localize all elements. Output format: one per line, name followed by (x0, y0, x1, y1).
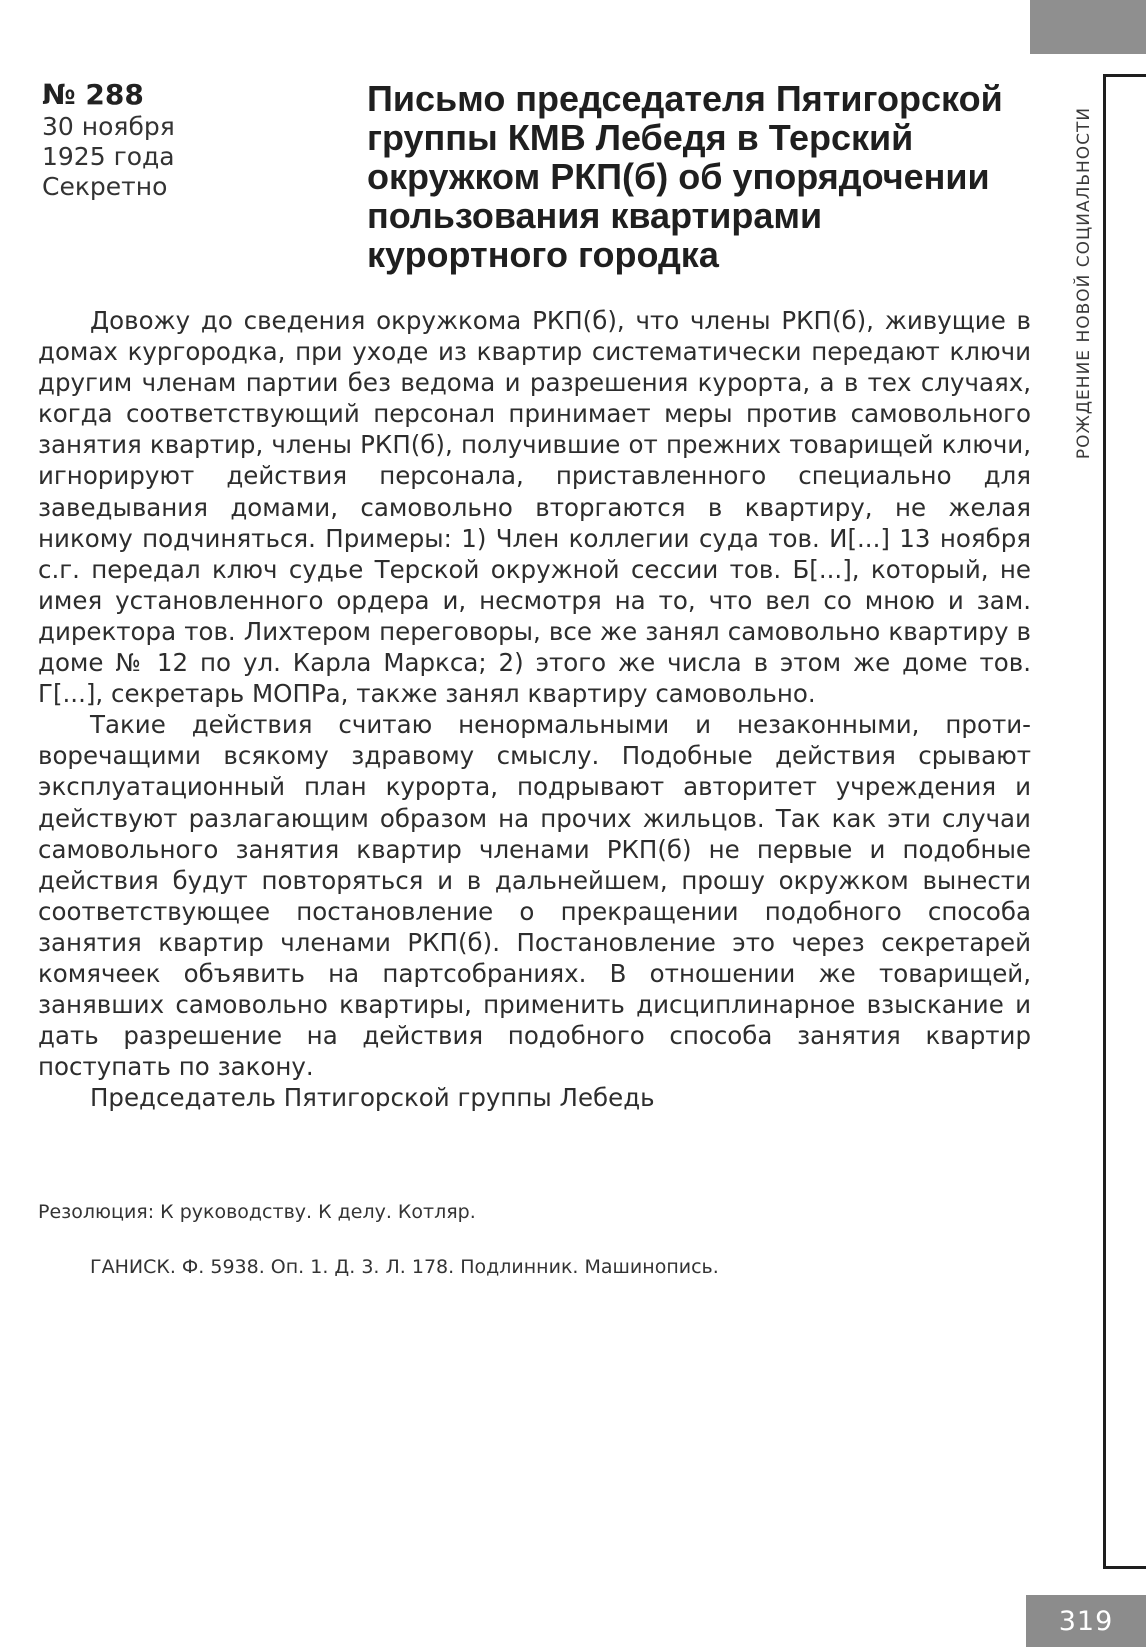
document-date-year: 1925 года (42, 142, 175, 171)
side-frame-decoration (1103, 74, 1146, 1569)
document-classification: Секретно (42, 172, 168, 201)
corner-tab-decoration (1030, 0, 1146, 54)
resolution-note: Резолюция: К руководству. К делу. Котляр. (38, 1201, 476, 1223)
archive-reference: ГАНИСК. Ф. 5938. Оп. 1. Д. 3. Л. 178. Подлинник. Машинопись. (90, 1256, 719, 1278)
body-paragraph-2: Такие действия считаю ненормальными и незаконными, противоречащими всякому здравому смыслу. Подобные действия срывают эксплуатационный план курорта, подрывают авторитет учреждения и действуют разлагающим образом на прочих жильцов. Так как эти случаи самовольного занятия квартир членами РКП(б) не первые и подобные действия будут повторяться и в дальнейшем, прошу окружком вынести соответствующее постановление о прекращении подобного способа занятия квартир членами РКП(б). Постановление это через секретарей комячеек объявить на партсобраниях. В отношении же товарищей, занявших самовольно квартиры, применить дисциплинарное взыскание и дать разрешение на действия подобного способа занятия квартир поступать по закону. (38, 710, 1031, 1082)
document-body (38, 305, 1031, 1113)
document-title: Письмо председателя Пятигорской группы КМВ Лебедя в Терский окружком РКП(б) об упорядочении пользования квартирами курортного городка (367, 78, 1003, 275)
document-number: № 288 (42, 78, 144, 111)
section-side-label (1071, 75, 1097, 490)
body-paragraph-1: Довожу до сведения окружкома РКП(б), что члены РКП(б), живущие в домах кургородка, при уходе из квартир систематически передают ключи другим членам партии без ведома и разрешения курорта, а в тех случаях, когда соответствующий персонал принимает меры против самовольного занятия квартир, члены РКП(б), получившие от прежних товарищей ключи, игнорируют действия персонала, приставленного специально для заведывания домами, самовольно вторгаются в квартиру, не желая никому подчиняться. Примеры: 1) Член коллегии суда тов. И[...] 13 ноября с.г. передал ключ судье Терской окружной сессии тов. Б[...], который, не имея установленного ордера и, несмотря на то, что вел со мною и зам. директора тов. Лихтером переговоры, все же занял самовольно квартиру в доме № 12 по ул. Карла Маркса; 2) этого же числа в этом же доме тов. Г[...], секретарь МОПРа, также занял квартиру самовольно. (38, 306, 1031, 709)
document-meta (42, 78, 302, 202)
page-number-box (1026, 1595, 1146, 1647)
document-signature: Председатель Пятигорской группы Лебедь (90, 1083, 655, 1113)
document-date-day: 30 ноября (42, 112, 175, 141)
section-side-label-text: РОЖДЕНИЕ НОВОЙ СОЦИАЛЬНОСТИ (1074, 106, 1095, 459)
page-number: 319 (1058, 1605, 1114, 1637)
